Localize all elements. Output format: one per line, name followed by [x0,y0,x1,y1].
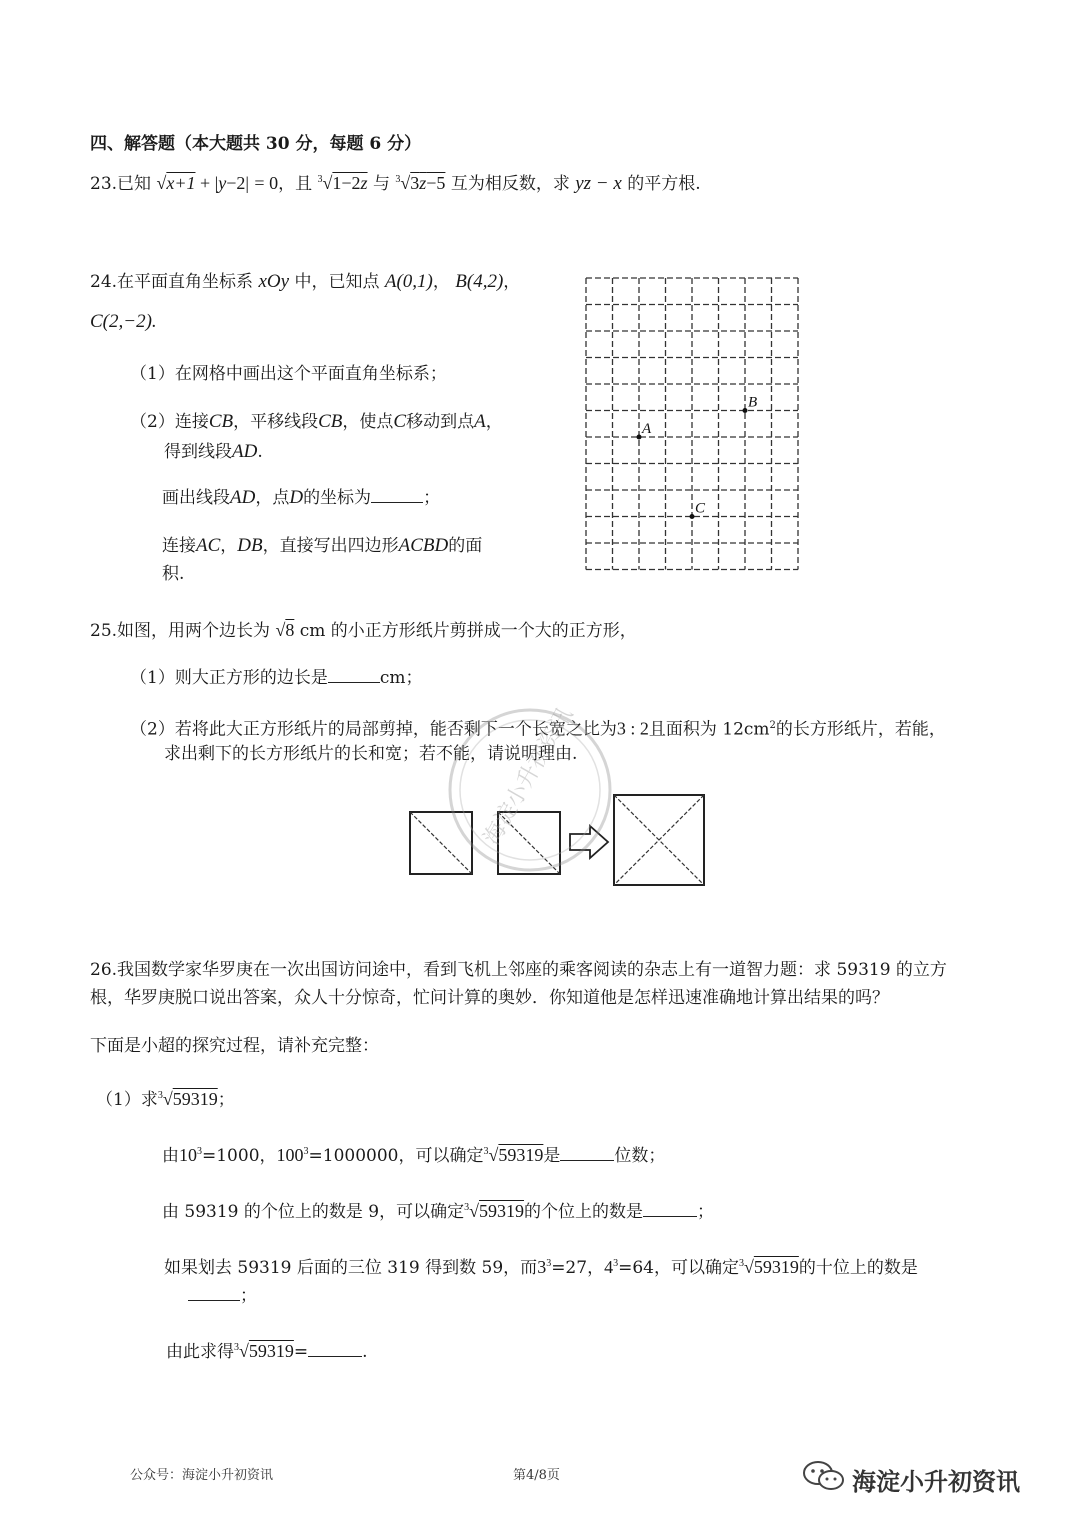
q26-reason3-line2 [188,1284,257,1308]
grid-point-label-c: C [695,500,706,517]
q26-reason2 [162,1196,714,1224]
q24-part4-line1 [162,534,482,558]
grid-point-c [690,514,695,519]
q24-intro-b: 中，已知点 [294,272,380,292]
q26-r1d: 是 [543,1146,561,1166]
q26-step1 [96,1084,235,1112]
q26-result [166,1336,368,1364]
q26-r4a: 由此求得 [166,1342,234,1362]
q24-p3a: 画出线段 [162,488,230,508]
q24-part2-line1 [130,410,503,434]
q24-cb-2: CB [318,411,343,432]
q26-r3d: 的十位上的数是 [798,1258,918,1278]
q24-cb-1: CB [208,411,234,432]
q26-cbrt-3: $^3$√59319 [464,1201,524,1221]
q25-intro-b: cm 的小正方形纸片剪拼成一个大的正方形， [299,621,637,641]
q26-r3b: =27， [551,1258,605,1278]
q26-num-1: 59319 [172,1089,218,1109]
grid-point-label-a: A [642,421,652,437]
q24-answer-blank[interactable] [371,488,423,503]
q26-r3a: 如果划去 59319 后面的三位 319 得到数 59，而 [164,1258,538,1278]
q25-answer-blank[interactable] [328,668,380,683]
q24-p3b: ，点 [255,488,290,508]
q24-p2d: 移动到点 [406,412,475,432]
q24-part2-line2 [164,440,263,464]
q26-reason3: 如果划去 59319 后面的三位 319 得到数 59，而$3^3=27$，$4^3=64$，可以确定$^3$√59319的十位上的数是 [164,1257,918,1278]
q24-a: A [474,411,486,432]
q26-r3e: ； [240,1286,257,1306]
q24-c: C [393,411,407,432]
q24-p2c: ，使点 [342,412,394,432]
q25-line1 [90,618,637,643]
q24-ad-2: AD [230,487,256,508]
q24-acbd: ACBD [398,535,449,556]
q26-s1: （1）求 [96,1090,158,1110]
q23-prefix: 23.已知 [90,174,152,194]
q26-blank-2[interactable] [643,1202,697,1217]
q24-p2f: 得到线段 [164,442,232,462]
q25-p1a: （1）则大正方形的边长是 [130,668,328,688]
q26-reason1: 由$10^3=1000$，$100^3=1000000$，可以确定$^3$√59319是 位数； [162,1145,666,1166]
q24-xoy: xOy [258,271,290,292]
q25-intro: 25.如图，用两个边长为 [90,621,271,641]
q26-r2c: ； [697,1202,714,1222]
q23-with: 与 [372,174,390,194]
q24-p3c: 的坐标为 [303,488,372,508]
q25-sqrt-value: 8 [285,620,295,640]
q24-p2b: ，平移线段 [233,412,319,432]
q24-db: DB [237,535,263,556]
q26-r2b: 的个位上的数是 [524,1202,643,1222]
q24-part4-line2: 积. [162,564,185,584]
q25-p2c: 的长方形纸片，若能， [775,719,946,740]
q26-num-5: 59319 [248,1341,294,1361]
q23-and: ，且 [278,174,313,194]
q26-r2a: 由 59319 的个位上的数是 9，可以确定 [162,1202,465,1222]
q24-ac: AC [196,535,221,556]
q23-expr: yz − x [575,173,622,194]
footer-page-number: 第4/8页 [513,1468,560,1483]
q24-part1: （1）在网格中画出这个平面直角坐标系； [130,364,447,384]
q25-p2a: （2）若将此大正方形纸片的局部剪掉，能否剩下一个长宽之比为 [130,719,617,740]
q26-blank-4[interactable] [308,1342,362,1357]
section-title: 四、解答题（本大题共 30 分，每题 6 分） [90,134,422,154]
q25-p1b: cm； [379,668,423,688]
q23-cbrt1: $^3$√1−2z [317,173,368,193]
q26-cbrt-1: $^3$√59319 [157,1089,218,1109]
q25-sup: 2 [769,720,776,731]
q26-num-2: 59319 [498,1145,544,1165]
q26-r4c: . [362,1342,368,1362]
q26-s1b: ； [217,1090,235,1110]
q24-point-a: A(0,1) [384,271,433,292]
question-23 [90,168,701,196]
q26-line3: 下面是小超的探究过程，请补充完整： [90,1036,379,1056]
q26-line1: 26.我国数学家华罗庚在一次出国访问途中，看到飞机上邻座的乘客阅读的杂志上有一道智力题：求 59319 的立方 [90,960,947,980]
q24-point-b: B(4,2) [455,271,504,292]
q24-p4b: ，直接写出四边形 [262,536,399,556]
q26-cbrt-4: $^3$√59319 [738,1257,799,1277]
q26-line2: 根，华罗庚脱口说出答案，众人十分惊奇，忙问计算的奥妙．你知道他是怎样迅速准确地计算出结果的吗？ [90,988,889,1008]
q23-equals: = 0 [254,173,279,193]
footer-account: 公众号：海淀小升初资讯 [130,1468,274,1483]
q24-comma-2: ， [503,272,521,292]
q24-comma-1: ， [432,272,450,292]
q26-cbrt-2: $^3$√59319 [483,1145,544,1165]
q26-r1c: =1000000，可以确定 [308,1146,484,1166]
q24-intro: 24.在平面直角坐标系 [90,272,254,292]
q24-p2e: ， [485,412,503,432]
q25-part1 [130,666,422,690]
q24-p4c: 的面 [448,536,483,556]
q26-r3c: =64，可以确定 [618,1258,739,1278]
q25-part2-line2: 求出剩下的长方形纸片的长和宽；若不能，请说明理由. [164,744,578,764]
q25-p2b: 且面积为 12cm [648,719,770,740]
q26-num-3: 59319 [479,1201,524,1221]
q26-blank-1[interactable] [560,1146,614,1161]
watermark-stamp-text: 海淀小升初资讯 [479,703,579,850]
coordinate-grid [584,276,800,576]
q24-p4a: 连接 [162,536,196,556]
q23-tail: 互为相反数，求 [450,174,570,194]
q26-num-4: 59319 [753,1257,799,1277]
q25-sqrt: √8 [275,620,295,640]
q24-point-c: C(2,−2). [90,311,157,332]
q26-cbrt-5: $^3$√59319 [234,1341,294,1361]
wechat-icon [802,1459,846,1493]
q26-r1b: =1000， [202,1146,277,1166]
q26-r4b: = [293,1342,309,1362]
q24-line2 [90,310,157,334]
grid-point-a [637,435,642,440]
large-square [614,795,704,885]
grid-point-label-b: B [748,394,758,411]
q23-tail2: 的平方根. [627,174,701,194]
grid-point-b [743,408,748,413]
q26-r1e: 位数； [614,1146,666,1166]
q26-blank-3[interactable] [188,1286,240,1301]
q24-part3 [162,486,440,510]
q24-line1 [90,270,520,294]
q23-cbrt2: $^3$√3z−5 [395,173,446,193]
q26-r1a: 由 [162,1146,179,1166]
q24-p3d: ； [423,488,441,508]
q25-ratio: 3 : 2 [616,718,649,739]
q24-p2a: （2）连接 [130,412,209,432]
q24-d: D [289,487,304,508]
q24-ad-1: AD [232,441,258,462]
footer-brand: 海淀小升初资讯 [852,1468,1020,1496]
q23-sqrt-expr: √x+1 + |y−2| [156,173,250,193]
q24-comma-3: ， [220,536,238,556]
q24-period: . [257,442,263,462]
